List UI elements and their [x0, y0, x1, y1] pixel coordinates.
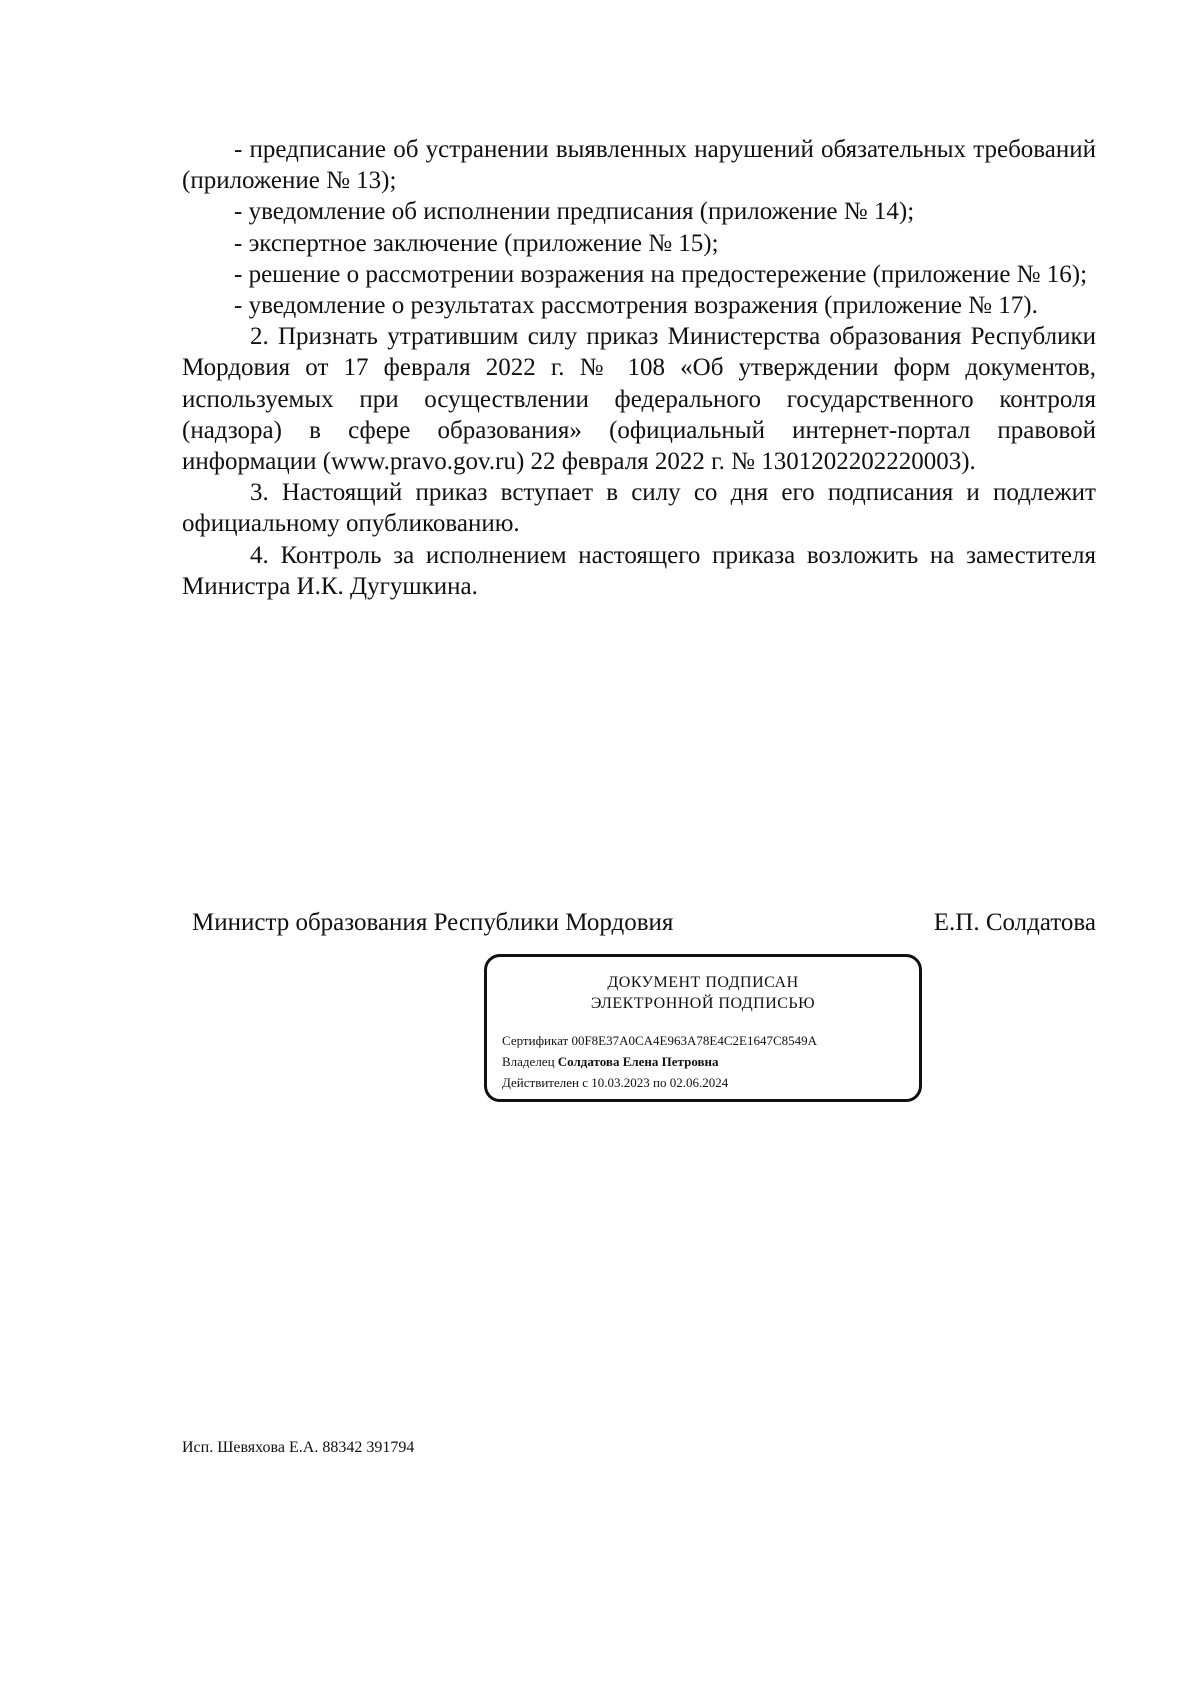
paragraph-item-4: 4. Контроль за исполнением настоящего приказа возложить на заместителя Министра И.К. Дугушкина. [182, 541, 1096, 600]
stamp-heading-line-2: ЭЛЕКТРОННОЙ ПОДПИСЬЮ [590, 995, 816, 1012]
list-item-appendix-14: - уведомление об исполнении предписания (приложение № 14); [234, 198, 915, 226]
stamp-details [502, 1030, 919, 1093]
stamp-heading [487, 972, 919, 1014]
list-item-appendix-13: - предписание об устранении выявленных нарушений обязательных требований (приложение № 13); [182, 136, 1096, 195]
signer-title: Министр образования Республики Мордовия [192, 909, 674, 936]
list-item-appendix-15: - экспертное заключение (приложение № 15); [234, 229, 719, 257]
validity-from-label: с [582, 1075, 588, 1090]
validity-label: Действителен [502, 1075, 579, 1090]
validity-from-date: 10.03.2023 [591, 1075, 650, 1090]
certificate-value: 00F8E37A0CA4E963A78E4C2E1647C8549A [571, 1033, 817, 1048]
stamp-heading-line-1: ДОКУМЕНТ ПОДПИСАН [607, 974, 799, 991]
certificate-label: Сертификат [502, 1033, 569, 1048]
document-body [182, 134, 1096, 602]
signer-name: Е.П. Солдатова [933, 909, 1096, 936]
stamp-owner-row [502, 1051, 919, 1072]
list-item-appendix-17: - уведомление о результатах рассмотрения возражения (приложение № 17). [234, 292, 1038, 320]
stamp-validity-row [502, 1072, 919, 1093]
owner-label: Владелец [502, 1054, 555, 1069]
executor-contact: Исп. Шевяхова Е.А. 88342 391794 [182, 1439, 415, 1456]
validity-to-date: 02.06.2024 [669, 1075, 729, 1090]
paragraph-item-3: 3. Настоящий приказ вступает в силу со дня его подписания и подлежит официальному опубликованию. [182, 479, 1096, 538]
electronic-signature-stamp [484, 954, 922, 1102]
list-item-appendix-16: - решение о рассмотрении возражения на предостережение (приложение № 16); [234, 260, 1088, 288]
paragraph-item-2: 2. Признать утратившим силу приказ Министерства образования Республики Мордовия от 17 февраля 2022 г. № 108 «Об утверждении форм документов, используемых при осуществлении федерального государственного контроля (надзора) в сфере образования» (официальный интернет-портал правовой информации (www.pravo.gov.ru) 22 февраля 2022 г. № 1301202202220003). [182, 323, 1096, 476]
stamp-certificate-row [502, 1030, 919, 1051]
validity-to-label: по [653, 1075, 667, 1090]
owner-value: Солдатова Елена Петровна [557, 1054, 719, 1069]
